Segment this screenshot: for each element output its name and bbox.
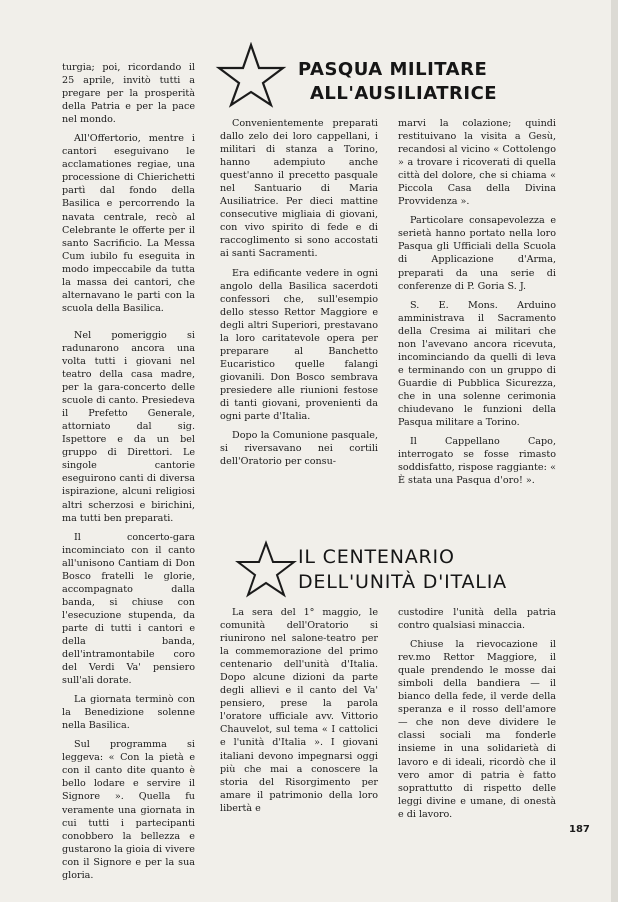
middle-column-top <box>220 117 378 474</box>
star-icon <box>234 540 298 598</box>
paragraph: S. E. Mons. Arduino amministrava il Sacramento della Cresima ai militari che non l'avevano ancora ricevuta, incominciando da quelli di leva e terminando con un gruppo di Guardie di Pubblica Sicurezza, che in una solenne cerimonia chiudevano le funzioni della Pasqua militare a Torino. <box>398 299 556 429</box>
title-line: ALL'AUSILIATRICE <box>310 83 498 104</box>
left-column <box>62 61 195 888</box>
paragraph: Il concerto-gara incominciato con il canto all'unisono Cantiam di Don Bosco fratelli le glorie, accompagnato dalla banda, si chiuse con l'esecuzione stupenda, da parte di tutti i cantori e della banda, dell'intramontabile coro del Verdi Va' pensiero sull'ali dorate. <box>62 531 195 687</box>
article-title-centenario <box>298 545 507 595</box>
paragraph: Nel pomeriggio si radunarono ancora una volta tutti i giovani nel teatro della casa madre, per la gara-concerto delle scuole di canto. Presiedeva il Prefetto Generale, attorniato dal sig. Ispettore e da un bel gruppo di Direttori. Le singole cantorie eseguirono canti di diversa ispirazione, alcuni religiosi altri scherzosi e birichini, ma tutti ben preparati. <box>62 329 195 524</box>
title-line: PASQUA MILITARE <box>298 59 488 80</box>
paragraph: La giornata terminò con la Benedizione solenne nella Basilica. <box>62 694 195 732</box>
page-edge <box>611 0 618 902</box>
paragraph: All'Offertorio, mentre i cantori eseguivano le acclamationes regiae, una processione di Chierichetti partì dal fondo della Basilica e percorrendo la navata centrale, recò al Celebrante le offerte per il santo Sacrificio. La Messa Cum iubilo fu eseguita in modo impeccabile da tutta la massa dei cantori, che alternavano le parti con la scuola della Basilica. <box>62 133 195 314</box>
title-line: IL CENTENARIO <box>298 546 455 568</box>
middle-column-bottom <box>220 606 378 821</box>
article-title-pasqua <box>298 58 497 106</box>
star-icon <box>215 42 287 108</box>
paragraph: custodire l'unità della patria contro qualsiasi minaccia. <box>398 607 556 632</box>
page-number: 187 <box>569 824 590 835</box>
paragraph: marvi la colazione; quindi restituivano la visita a Gesù, recandosi al vicino « Cottolengo » a trovare i ricoverati di quella città del dolore, che si chiama « Piccola Casa della Divina Provvidenza ». <box>398 118 556 208</box>
paragraph: Dopo la Comunione pasquale, si riversavano nei cortili dell'Oratorio per consu- <box>220 430 378 468</box>
paragraph: Il Cappellano Capo, interrogato se fosse rimasto soddisfatto, rispose raggiante: « È stata una Pasqua d'oro! ». <box>398 436 556 487</box>
right-column-bottom <box>398 606 556 827</box>
paragraph: Particolare consapevolezza e serietà hanno portato nella loro Pasqua gli Ufficiali della Scuola di Applicazione d'Arma, preparati da una serie di conferenze di P. Goria S. J. <box>398 215 556 292</box>
title-line: DELL'UNITÀ D'ITALIA <box>298 571 507 593</box>
paragraph: La sera del 1° maggio, le comunità dell'Oratorio si riunirono nel salone-teatro per la commemorazione del primo centenario dell'unità d'Italia. Dopo alcune dizioni da parte degli allievi e il canto del Va' pensiero, prese la parola l'oratore ufficiale avv. Vittorio Chauvelot, sul tema « I cattolici e l'unità d'Italia ». I giovani italiani devono impegnarsi oggi più che mai a conoscere la storia del Risorgimento per amare il patrimonio della loro libertà e <box>220 607 378 814</box>
paragraph: Chiuse la rievocazione il rev.mo Rettor Maggiore, il quale prendendo le mosse dai simboli della bandiera — il bianco della fede, il verde della speranza e il rosso dell'amore — che non deve dividere le classi sociali ma fonderle insieme in una solidarietà di lavoro e di ideali, ricordò che il vero amor di patria è fatto soprattutto di rispetto delle leggi divine e umane, di onestà e di lavoro. <box>398 639 556 820</box>
right-column-top <box>398 117 556 493</box>
paragraph: Era edificante vedere in ogni angolo della Basilica sacerdoti confessori che, sull'esempio dello stesso Rettor Maggiore e degli altri Superiori, prestavano la loro caritatevole opera per preparare al Banchetto Eucaristico quelle falangi giovanili. Don Bosco sembrava presiedere alle riunioni festose di tanti giovani, provenienti da ogni parte d'Italia. <box>220 267 378 423</box>
paragraph: turgia; poi, ricordando il 25 aprile, invitò tutti a pregare per la prosperità della Patria e per la pace nel mondo. <box>62 62 195 126</box>
paragraph: Sul programma si leggeva: « Con la pietà e con il canto dite quanto è bello lodare e servire il Signore ». Quella fu veramente una giornata in cui tutti i partecipanti conobbero la bellezza e gustarono la gioia di vivere con il Signore e per la sua gloria. <box>62 739 195 881</box>
paragraph: Convenientemente preparati dallo zelo dei loro cappellani, i militari di stanza a Torino, hanno adempiuto anche quest'anno il precetto pasquale nel Santuario di Maria Ausiliatrice. Per dieci mattine consecutive migliaia di giovani, con vivo spirito di fede e di raccoglimento si sono accostati ai santi Sacramenti. <box>220 118 378 260</box>
